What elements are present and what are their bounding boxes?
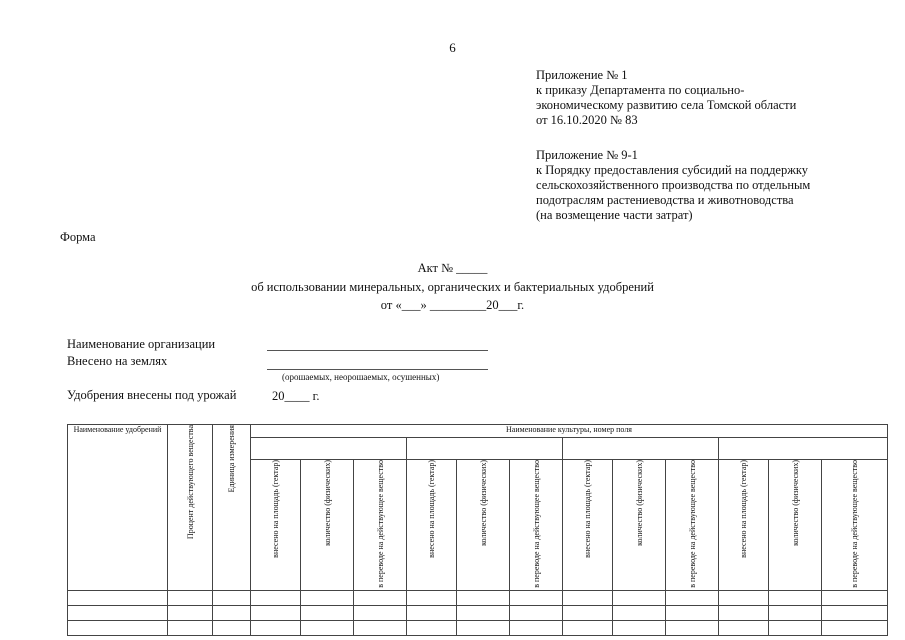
appendix-2-line: сельскохозяйственного производства по отдельным [536,178,811,192]
table-cell[interactable] [666,620,719,635]
table-cell[interactable] [563,605,613,620]
table-cell[interactable] [719,620,769,635]
act-date-line: от «___» _________20___г. [380,298,525,312]
table-row [68,605,888,620]
crop-group-1 [251,438,407,460]
crop-group-4 [719,438,888,460]
act-title: Акт № _____ [417,261,488,275]
appendix-1-line: от 16.10.2020 № 83 [536,113,638,127]
organization-field-line[interactable] [267,350,488,351]
page-number: 6 [449,40,456,55]
appendix-2-block [536,148,866,223]
header-percent: Процент действующего вещества [185,425,195,540]
appendix-1-line: экономическому развитию села Томской области [536,98,797,112]
appendix-1-line: Приложение № 1 [536,68,628,82]
subheader-qty-cell [613,460,666,591]
table-cell[interactable] [168,605,213,620]
table-cell[interactable] [251,605,301,620]
table-cell[interactable] [301,590,354,605]
header-unit-cell [213,425,251,591]
table-cell[interactable] [613,605,666,620]
table-cell[interactable] [719,605,769,620]
table-cell[interactable] [354,590,407,605]
table-cell[interactable] [407,590,457,605]
subheader-area-cell [407,460,457,591]
appendix-1-block [536,68,866,128]
lands-hint: (орошаемых, неорошаемых, осушенных) [282,372,440,382]
table-cell[interactable] [354,605,407,620]
appendix-2-line: Приложение № 9-1 [536,148,638,162]
crop-group-3 [563,438,719,460]
table-cell[interactable] [613,620,666,635]
table-cell[interactable] [168,620,213,635]
subheader-area: внесено на площадь (гектар) [739,460,748,558]
table-cell[interactable] [251,620,301,635]
subheader-area-cell [719,460,769,591]
table-cell[interactable] [563,590,613,605]
table-cell[interactable] [769,620,822,635]
table-cell[interactable] [769,590,822,605]
table-cell[interactable] [822,605,888,620]
table-cell[interactable] [457,605,510,620]
organization-label: Наименование организации [67,337,216,351]
fertilizer-table [67,424,888,636]
subheader-qty: количество (физических) [634,460,644,546]
table-cell[interactable] [354,620,407,635]
subheader-active: в переводе на действующее вещество [850,460,859,588]
appendix-2-line: (на возмещение части затрат) [536,208,693,222]
table-cell[interactable] [822,620,888,635]
appendix-1-line: к приказу Департамента по социально- [536,83,745,97]
table-cell[interactable] [613,590,666,605]
subheader-area: внесено на площадь (гектар) [583,460,592,558]
subheader-active-cell [354,460,407,591]
lands-field-line[interactable] [267,369,488,370]
subheader-qty: количество (физических) [322,460,332,546]
table-cell[interactable] [666,605,719,620]
table-cell[interactable] [822,590,888,605]
table-cell[interactable] [213,620,251,635]
table-cell[interactable] [457,590,510,605]
subheader-active-cell [666,460,719,591]
table-cell[interactable] [301,620,354,635]
table-cell[interactable] [251,590,301,605]
table-cell[interactable] [563,620,613,635]
header-unit: Единица измерения [227,425,236,493]
table-row [68,620,888,635]
subheader-qty-cell [769,460,822,591]
appendix-2-line: подотраслям растениеводства и животноводства [536,193,794,207]
table-cell[interactable] [510,590,563,605]
appendix-2-line: к Порядку предоставления субсидий на поддержку [536,163,809,177]
crop-group-2 [407,438,563,460]
table-cell[interactable] [168,590,213,605]
subheader-active: в переводе на действующее вещество [687,460,697,588]
act-subtitle: об использовании минеральных, органических и бактериальных удобрений [251,280,654,294]
table-cell[interactable] [407,605,457,620]
subheader-active: в переводе на действующее вещество [531,460,541,588]
header-fertilizer-name: Наименование удобрений [68,425,168,591]
subheader-active-cell [822,460,888,591]
table-cell[interactable] [769,605,822,620]
table-row [68,590,888,605]
header-percent-cell [168,425,213,591]
form-label: Форма [60,230,96,244]
table-cell[interactable] [407,620,457,635]
harvest-year[interactable]: 20____ г. [272,389,320,403]
header-crop-name: Наименование культуры, номер поля [251,425,888,438]
table-cell[interactable] [510,620,563,635]
table-cell[interactable] [510,605,563,620]
table-cell[interactable] [68,590,168,605]
lands-label: Внесено на землях [67,354,168,368]
subheader-qty: количество (физических) [790,460,800,546]
subheader-qty: количество (физических) [478,460,488,546]
subheader-qty-cell [301,460,354,591]
table-cell[interactable] [301,605,354,620]
table-cell[interactable] [68,620,168,635]
table-cell[interactable] [666,590,719,605]
subheader-area: внесено на площадь (гектар) [271,460,280,558]
subheader-active: в переводе на действующее вещество [375,460,385,588]
table-cell[interactable] [213,590,251,605]
table-cell[interactable] [719,590,769,605]
subheader-area-cell [251,460,301,591]
subheader-area: внесено на площадь (гектар) [427,460,436,558]
harvest-label: Удобрения внесены под урожай [67,388,237,402]
subheader-active-cell [510,460,563,591]
subheader-area-cell [563,460,613,591]
table-cell[interactable] [68,605,168,620]
subheader-qty-cell [457,460,510,591]
table-cell[interactable] [213,605,251,620]
table-cell[interactable] [457,620,510,635]
